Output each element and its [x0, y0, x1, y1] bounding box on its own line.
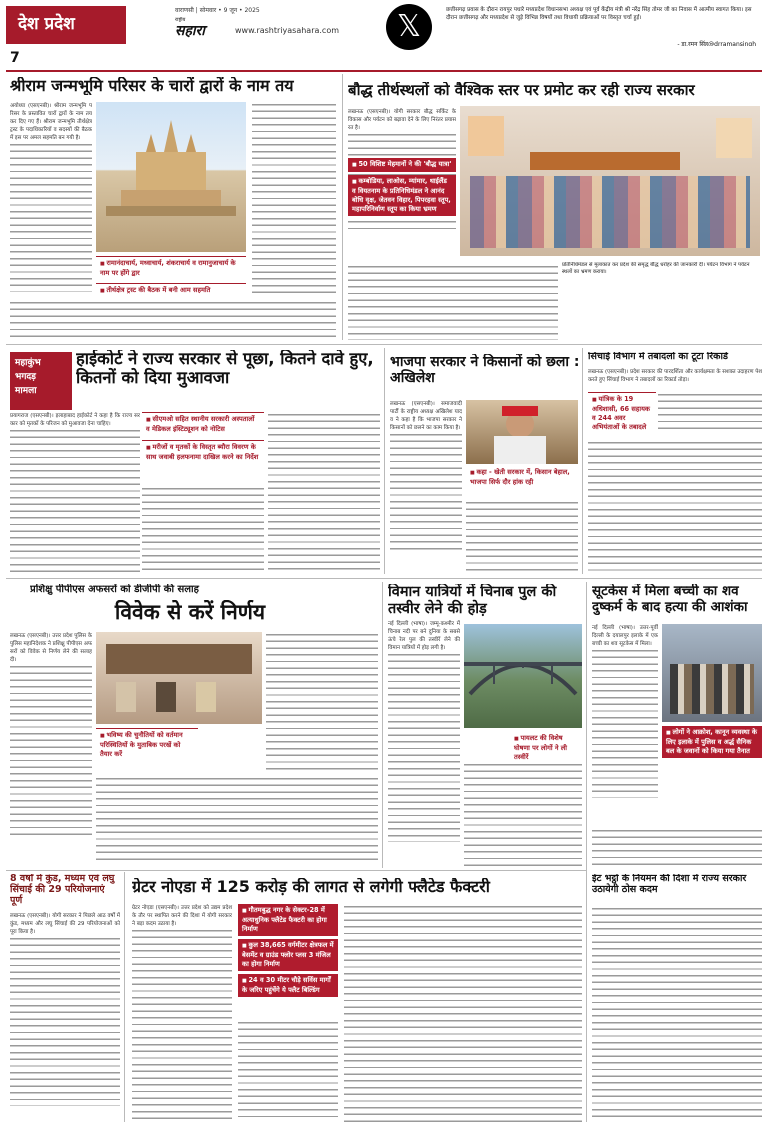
akhilesh-photo — [466, 400, 578, 464]
baudh-photo-caption: प्रतिनिधिमंडल से मुलाकात कर प्रदेश की समृद्ध बौद्ध धरोहर की जानकारी दी। पर्यटन विभाग ने पर्यटन स्थलों का भ्रमण कराया। — [562, 262, 750, 275]
parishad-headline: 8 वर्षों में कुंड, मध्यम एवं लघु सिंचाई की 29 परियोजनाएं पूर्ण — [10, 874, 115, 906]
mahakumbh-bullet-1: ■ सीएमओ सहित स्थानीय सरकारी अस्पतालों व मेडिकल इंस्टिट्यूशन को नोटिस — [142, 412, 264, 436]
noida-lead: ग्रेटर नोएडा (एसएनबी)। उत्तर प्रदेश को उद्यम प्रदेश के तौर पर स्थापित करने की दिशा में योगी सरकार ने बड़ा कदम उठाया है। — [132, 905, 232, 928]
chenab-text — [388, 620, 460, 868]
logo: सहारा — [175, 23, 205, 39]
drone-text-left — [10, 632, 92, 862]
chenab-lead: नई दिल्ली (भाषा)। जम्मू-कश्मीर में चिनाब नदी पर बने दुनिया के सबसे ऊंचे रेल पुल की तस्वीरें लेने की विमान यात्रियों में होड़ लगी है। — [388, 621, 460, 652]
noida-bullet-3: ■ 24 व 30 मीटर चौड़े सर्विस मार्गों के जरिए पहुंचेंगे ये फ्लैट बिल्डिंग — [238, 974, 338, 997]
city-date: वाराणसी | सोमवार • 9 जून • 2025 — [175, 7, 260, 14]
drone-text-bottom — [96, 776, 378, 862]
mahakumbh-bullets — [142, 412, 264, 464]
ram-text-bottom — [10, 300, 336, 340]
sinchai-headline: सिंचाई विभाग में तबादलों का टूटा रिकार्ड — [588, 352, 729, 362]
ram-text-col3 — [252, 102, 336, 298]
suitcase-text-bottom — [592, 828, 762, 868]
divider-row1 — [6, 344, 762, 345]
baudh-bullet-2: ■ कम्बोडिया, लाओस, म्यांमार, थाईलैंड व वियतनाम के प्रतिनिधिमंडल ने आनंद बोधि वृक्ष, जेतवन विहार, पिपरहवा स्तूप, महापरिनिर्वाण स्तूप का किया भ्रमण — [348, 175, 456, 216]
drone-lead: लखनऊ (एसएनबी)। उत्तर प्रदेश पुलिस के पुलिस महानिदेशक ने प्रशिक्षु पीपीएस अफसरों को विवेक से निर्णय लेने की सलाह दी। — [10, 633, 92, 664]
ram-bullets — [96, 256, 246, 298]
chenab-caption-box — [510, 732, 582, 764]
suitcase-lead: नई दिल्ली (भाषा)। उत्तर-पूर्वी दिल्ली के दयालपुर इलाके में एक बच्ची का शव सूटकेस में मिला। — [592, 625, 658, 648]
tag-line-1: महाकुंभ — [15, 358, 41, 368]
chenab-headline: विमान यात्रियों में चिनाब पुल की तस्वीर लेने की होड़ — [388, 584, 557, 617]
ram-temple-photo — [96, 102, 246, 252]
suitcase-caption-box — [662, 726, 762, 758]
suitcase-text — [592, 624, 658, 824]
ram-text-col1 — [10, 102, 92, 298]
masthead — [175, 17, 415, 43]
ram-headline: श्रीराम जन्मभूमि परिसर के चारों द्वारों के नाम तय — [10, 77, 294, 95]
baudh-text-bottom — [348, 264, 558, 340]
x-quote-text: छत्तीसगढ़ प्रवास के दौरान रायपुर पधारे मध्यप्रदेश विधानसभा अध्यक्ष एवं पूर्व केंद्रीय मंत्री श्री नरेंद्र सिंह तोमर जी का निवास में आत्मीय स्वागत किया। इस दौरान छत्तीसगढ़ और मध्यप्रदेश से जुड़े विभिन्न विषयों तथा विधायी प्रक्रियाओं पर विस्तृत चर्चा हुई। — [446, 7, 752, 21]
bhattha-text — [592, 906, 762, 1122]
divider-mid-2 — [582, 348, 583, 574]
section-banner — [6, 6, 126, 44]
sinchai-bullet: ■ यांत्रिक के 19 अधिशासी, 66 सहायक व 244 अवर अभियंताओं के तबादले — [588, 392, 656, 434]
baudh-bullets — [348, 158, 456, 216]
x-logo-icon: 𝕏 — [386, 4, 432, 50]
bhattha-headline: ईट भट्ठों के नियमन की दिशा में राज्य सरकार उठायेगी ठोस कदम — [592, 874, 747, 895]
suitcase-caption: ■ लोगों ने आक्रोश, कानून व्यवस्था के लिए इलाके में पुलिस व अर्द्ध सैनिक बल के जवानों को किया गया तैनात — [662, 726, 762, 758]
city: वाराणसी — [175, 7, 194, 14]
parishad-lead: लखनऊ (एसएनबी)। योगी सरकार ने पिछले आठ वर्षों में कुंड, मध्यम और लघु सिंचाई की 29 परियोजनाओं को पूरा किया है। — [10, 913, 120, 936]
logo-small: राष्ट्रीय — [175, 17, 186, 23]
akhilesh-caption-box — [466, 466, 578, 489]
divider-top — [342, 74, 343, 340]
akhilesh-lead: लखनऊ (एसएनबी)। समाजवादी पार्टी के राष्ट्रीय अध्यक्ष अखिलेश यादव ने कहा है कि भाजपा सरकार ने किसानों को छलने का काम किया है। — [390, 401, 462, 432]
sinchai-lead: लखनऊ (एसएनबी)। प्रदेश सरकार की पारदर्शिता और कार्यक्षमता के सशक्त उदाहरण पेश करते हुए सिंचाई विभाग ने तबादलों का रिकार्ड तोड़ा। — [588, 369, 762, 384]
section-title: देश प्रदेश — [18, 14, 75, 34]
ram-bullet-1: ■ रामानंदाचार्य, मध्वाचार्य, शंकराचार्य व रामानुजाचार्य के नाम पर होंगे द्वार — [96, 256, 246, 280]
akhilesh-text — [390, 400, 462, 574]
akhilesh-text-bottom — [466, 500, 578, 574]
akhilesh-caption: ■ कहा - खेती सरकार में, किसान बेहाल, भाजपा सिर्फ दौर हांक रही — [466, 466, 578, 489]
chenab-caption: ■ पायलट की विशेष घोषणा पर लोगों ने ली तस्वीरें — [510, 732, 582, 764]
tag-line-2: भगदड़ — [15, 372, 36, 382]
divider-low-1 — [382, 582, 383, 868]
mahakumbh-bullet-2: ■ मरीजों व मृतकों के विस्तृत ब्यौरा विवरण के साथ जवाबी हलफनामा दाखिल करने का निर्देश — [142, 440, 264, 464]
dgp-photo — [96, 632, 262, 724]
akhilesh-headline: भाजपा सरकार ने किसानों को छला : अखिलेश — [390, 354, 580, 387]
drone-kicker: प्रशिक्षु पीपीएस अफसरों को डीजीपी की सलाह — [30, 584, 199, 595]
ram-bullet-2: ■ तीर्थक्षेत्र ट्रस्ट की बैठक में बनी आम सहमति — [96, 283, 246, 298]
x-quote-author: - डा.रमन सिंह@drramansingh — [677, 41, 756, 46]
chenab-bridge-photo — [464, 624, 582, 728]
suitcase-photo — [662, 624, 762, 722]
drone-bullet-box — [96, 728, 198, 761]
header-rule — [6, 70, 762, 72]
divider-mid-1 — [384, 348, 385, 574]
noida-bullet-1: ■ गौतमबुद्ध नगर के सेक्टर-28 में अत्याधुनिक फ्लैटेड फैक्टरी का होगा निर्माण — [238, 904, 338, 936]
suitcase-headline: सूटकेस में मिला बच्ची का शव दुष्कर्म के बाद हत्या की आशंका — [592, 584, 748, 615]
mahakumbh-lead: प्रयागराज (एसएनबी)। इलाहाबाद हाईकोर्ट ने कहा है कि राज्य सरकार को मृतकों के परिजन को मुआवजा देना चाहिए। — [10, 413, 140, 428]
mahakumbh-tag — [10, 352, 72, 410]
drone-text-right — [266, 632, 378, 772]
divider-row3 — [6, 870, 586, 871]
parishad-text — [10, 912, 120, 1122]
tag-line-3: मामला — [15, 386, 37, 396]
mahakumbh-headline: हाईकोर्ट ने राज्य सरकार से पूछा, कितने दावे हुए, कितनों को दिया मुआवजा — [76, 350, 374, 387]
divider-row2 — [6, 578, 762, 579]
baudh-bullet-1: ■ 50 विशिष्ट मेहमानों ने की 'बौद्ध यात्रा' — [348, 158, 456, 172]
x-quote — [446, 6, 762, 46]
divider-bottom-1 — [124, 872, 125, 1122]
page-number: 7 — [10, 50, 20, 66]
chenab-text-bottom — [464, 762, 582, 868]
divider-low-2 — [586, 582, 587, 1122]
baudh-lead: लखनऊ (एसएनबी)। योगी सरकार बौद्ध सर्किट के विकास और पर्यटन को बढ़ावा देने के लिए निरंतर प्रयासरत है। — [348, 109, 456, 132]
website[interactable]: www.rashtriyasahara.com — [235, 26, 340, 35]
baudh-photo — [460, 106, 760, 256]
noida-bullet-2: ■ कुल 38,665 वर्गमीटर क्षेत्रफल में बेसमेंट व ग्राउंड फ्लोर प्लस 3 मंजिल का होगा निर्माण — [238, 939, 338, 971]
noida-text — [132, 904, 582, 1122]
drone-headline: विवेक से करें निर्णय — [114, 600, 266, 624]
drone-bullet: ■ भविष्य की चुनौतियों को वर्तमान परिस्थितियों के मुताबिक परखें को तैयार करें — [96, 728, 198, 761]
noida-headline: ग्रेटर नोएडा में 125 करोड़ की लागत से लगेगी फ्लैटेड फैक्टरी — [132, 878, 490, 896]
mahakumbh-text-bottom — [142, 486, 264, 572]
sinchai-bullet-box — [588, 392, 656, 434]
noida-bullets — [238, 904, 338, 997]
ram-lead: अयोध्या (एसएनबी)। श्रीराम जन्मभूमि परिसर के प्रस्तावित चारों द्वारों के नाम तय कर दिए गए हैं। श्रीराम जन्मभूमि तीर्थक्षेत्र ट्रस्ट के पदाधिकारियों व सदस्यों की बैठक में इस पर अमल सहमति बन गयी है। — [10, 103, 92, 142]
baudh-headline: बौद्ध तीर्थस्थलों को वैश्विक स्तर पर प्रमोट कर रही राज्य सरकार — [348, 82, 695, 99]
date: सोमवार • 9 जून • 2025 — [199, 7, 260, 14]
